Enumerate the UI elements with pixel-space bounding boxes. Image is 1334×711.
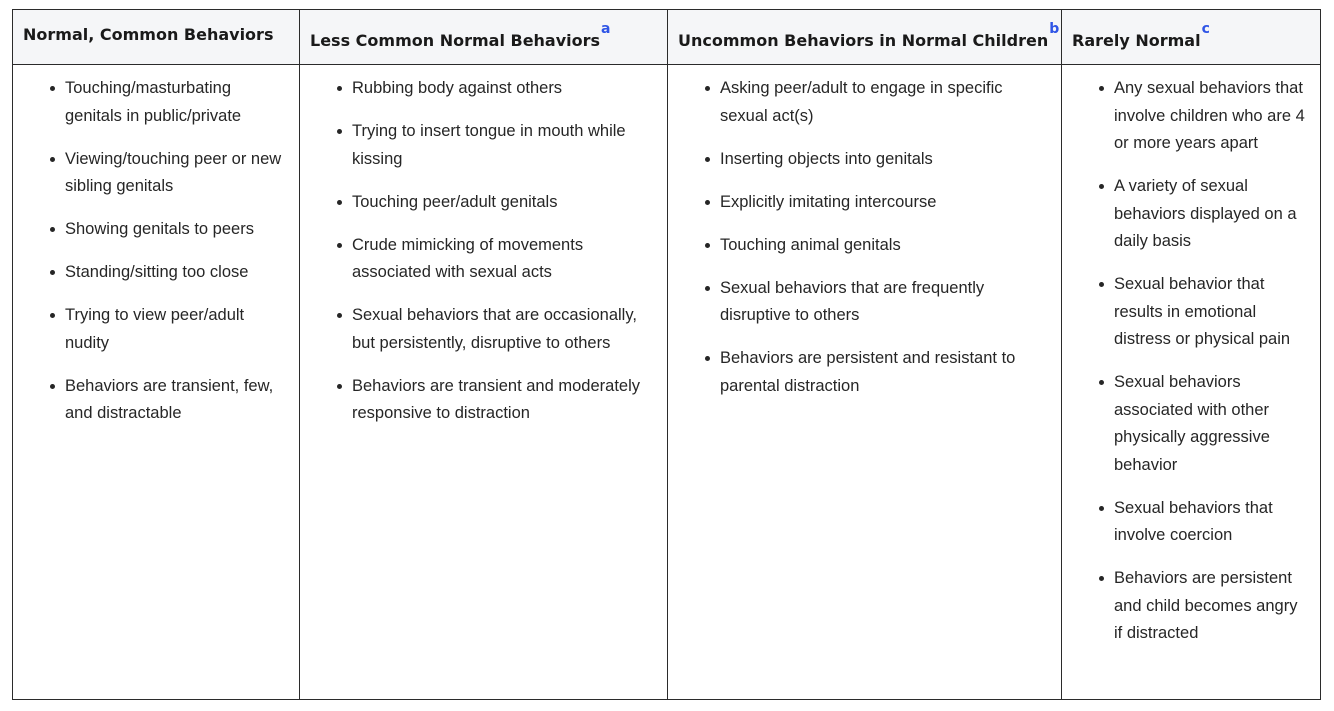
list-item: Asking peer/adult to engage in specific sexual act(s)	[720, 75, 1049, 130]
list-item: Sexual behaviors associated with other physically aggressive behavior	[1114, 369, 1308, 479]
list-item: Showing genitals to peers	[65, 216, 287, 244]
list-item: Trying to view peer/adult nudity	[65, 302, 287, 357]
column-header-less-common	[300, 10, 668, 65]
behavior-list	[668, 75, 1061, 400]
header-row	[13, 10, 1321, 65]
column-cell-normal-common	[13, 65, 300, 700]
list-item: Sexual behaviors that are frequently disruptive to others	[720, 275, 1049, 330]
column-header-text: Rarely Normal	[1072, 30, 1201, 50]
behavior-list	[1062, 75, 1320, 648]
list-item: Explicitly imitating intercourse	[720, 189, 1049, 217]
list-item: Behaviors are persistent and resistant to parental distraction	[720, 345, 1049, 400]
footnote-link-c[interactable]: c	[1201, 20, 1210, 37]
list-item: Touching peer/adult genitals	[352, 189, 655, 217]
behavior-list	[13, 75, 299, 428]
column-cell-rarely-normal	[1062, 65, 1321, 700]
list-item: A variety of sexual behaviors displayed on a daily basis	[1114, 173, 1308, 256]
list-item: Crude mimicking of movements associated with sexual acts	[352, 232, 655, 287]
column-cell-uncommon	[668, 65, 1062, 700]
list-item: Sexual behaviors that are occasionally, but persistently, disruptive to others	[352, 302, 655, 357]
column-header-rarely-normal	[1062, 10, 1321, 65]
behaviors-table	[12, 9, 1321, 700]
list-item: Behaviors are persistent and child becomes angry if distracted	[1114, 565, 1308, 648]
list-item: Touching/masturbating genitals in public/private	[65, 75, 287, 130]
list-item: Touching animal genitals	[720, 232, 1049, 260]
list-item: Sexual behavior that results in emotional distress or physical pain	[1114, 271, 1308, 354]
footnote-link-a[interactable]: a	[601, 20, 611, 37]
list-item: Trying to insert tongue in mouth while kissing	[352, 118, 655, 173]
list-item: Sexual behaviors that involve coercion	[1114, 495, 1308, 550]
column-header-text: Less Common Normal Behaviors	[310, 30, 601, 50]
list-item: Any sexual behaviors that involve children who are 4 or more years apart	[1114, 75, 1308, 158]
list-item: Viewing/touching peer or new sibling genitals	[65, 146, 287, 201]
list-item: Inserting objects into genitals	[720, 146, 1049, 174]
body-row	[13, 65, 1321, 700]
column-cell-less-common	[300, 65, 668, 700]
footnote-link-b[interactable]: b	[1049, 20, 1060, 37]
behavior-list	[300, 75, 667, 428]
list-item: Standing/sitting too close	[65, 259, 287, 287]
column-header-uncommon	[668, 10, 1062, 65]
column-header-text: Uncommon Behaviors in Normal Children	[678, 30, 1049, 50]
column-header-text: Normal, Common Behaviors	[23, 24, 274, 44]
column-header-normal-common	[13, 10, 300, 65]
list-item: Behaviors are transient, few, and distractable	[65, 373, 287, 428]
list-item: Rubbing body against others	[352, 75, 655, 103]
list-item: Behaviors are transient and moderately responsive to distraction	[352, 373, 655, 428]
